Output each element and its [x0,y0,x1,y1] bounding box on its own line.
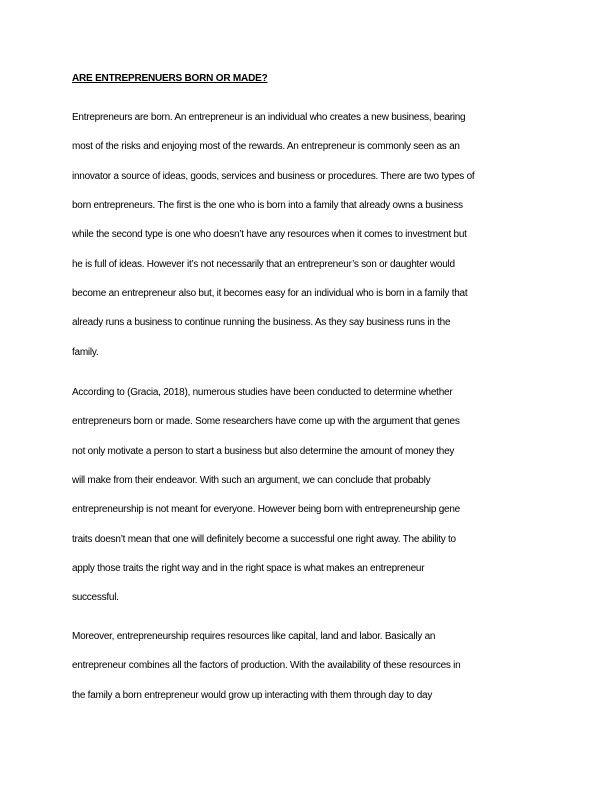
text-line: Entrepreneurs are born. An entrepreneur is an individual who creates a new business, bearing [72,112,466,123]
text-line: innovator a source of ideas, goods, services and business or procedures. There are two types of [72,170,475,182]
text-line: family. [72,346,99,358]
text-line: will make from their endeavor. With such an argument, we can conclude that probably [72,475,431,487]
text-line: not only motivate a person to start a business but also determine the amount of money they [72,445,455,457]
text-line: entrepreneur combines all the factors of production. With the availability of these resources in [72,660,461,672]
text-line: traits doesn’t mean that one will definitely become a successful one right away. The ability to [72,533,456,545]
text-line: According to (Gracia, 2018), numerous studies have been conducted to determine whether [72,387,453,398]
text-line: apply those traits the right way and in the right space is what makes an entrepreneur [72,563,425,575]
text-line: Moreover, entrepreneurship requires resources like capital, land and labor. Basically an [72,631,436,642]
text-line: entrepreneurship is not meant for everyone. However being born with entrepreneurship gene [72,504,460,516]
document-title: ARE ENTREPRENUERS BORN OR MADE? [72,73,268,84]
text-line: he is full of ideas. However it’s not necessarily that an entrepreneur’s son or daughter would [72,258,455,270]
text-line: already runs a business to continue running the business. As they say business runs in the [72,317,451,329]
text-line: most of the risks and enjoying most of the rewards. An entrepreneur is commonly seen as an [72,141,460,153]
text-line: the family a born entrepreneur would grow up interacting with them through day to day [72,689,433,701]
text-line: entrepreneurs born or made. Some researchers have come up with the argument that genes [72,416,460,428]
text-line: become an entrepreneur also but, it becomes easy for an individual who is born in a family that [72,288,468,300]
text-line: successful. [72,592,119,604]
text-line: born entrepreneurs. The first is the one who is born into a family that already owns a business [72,200,463,212]
text-line: while the second type is one who doesn’t have any resources when it comes to investment but [72,229,467,241]
